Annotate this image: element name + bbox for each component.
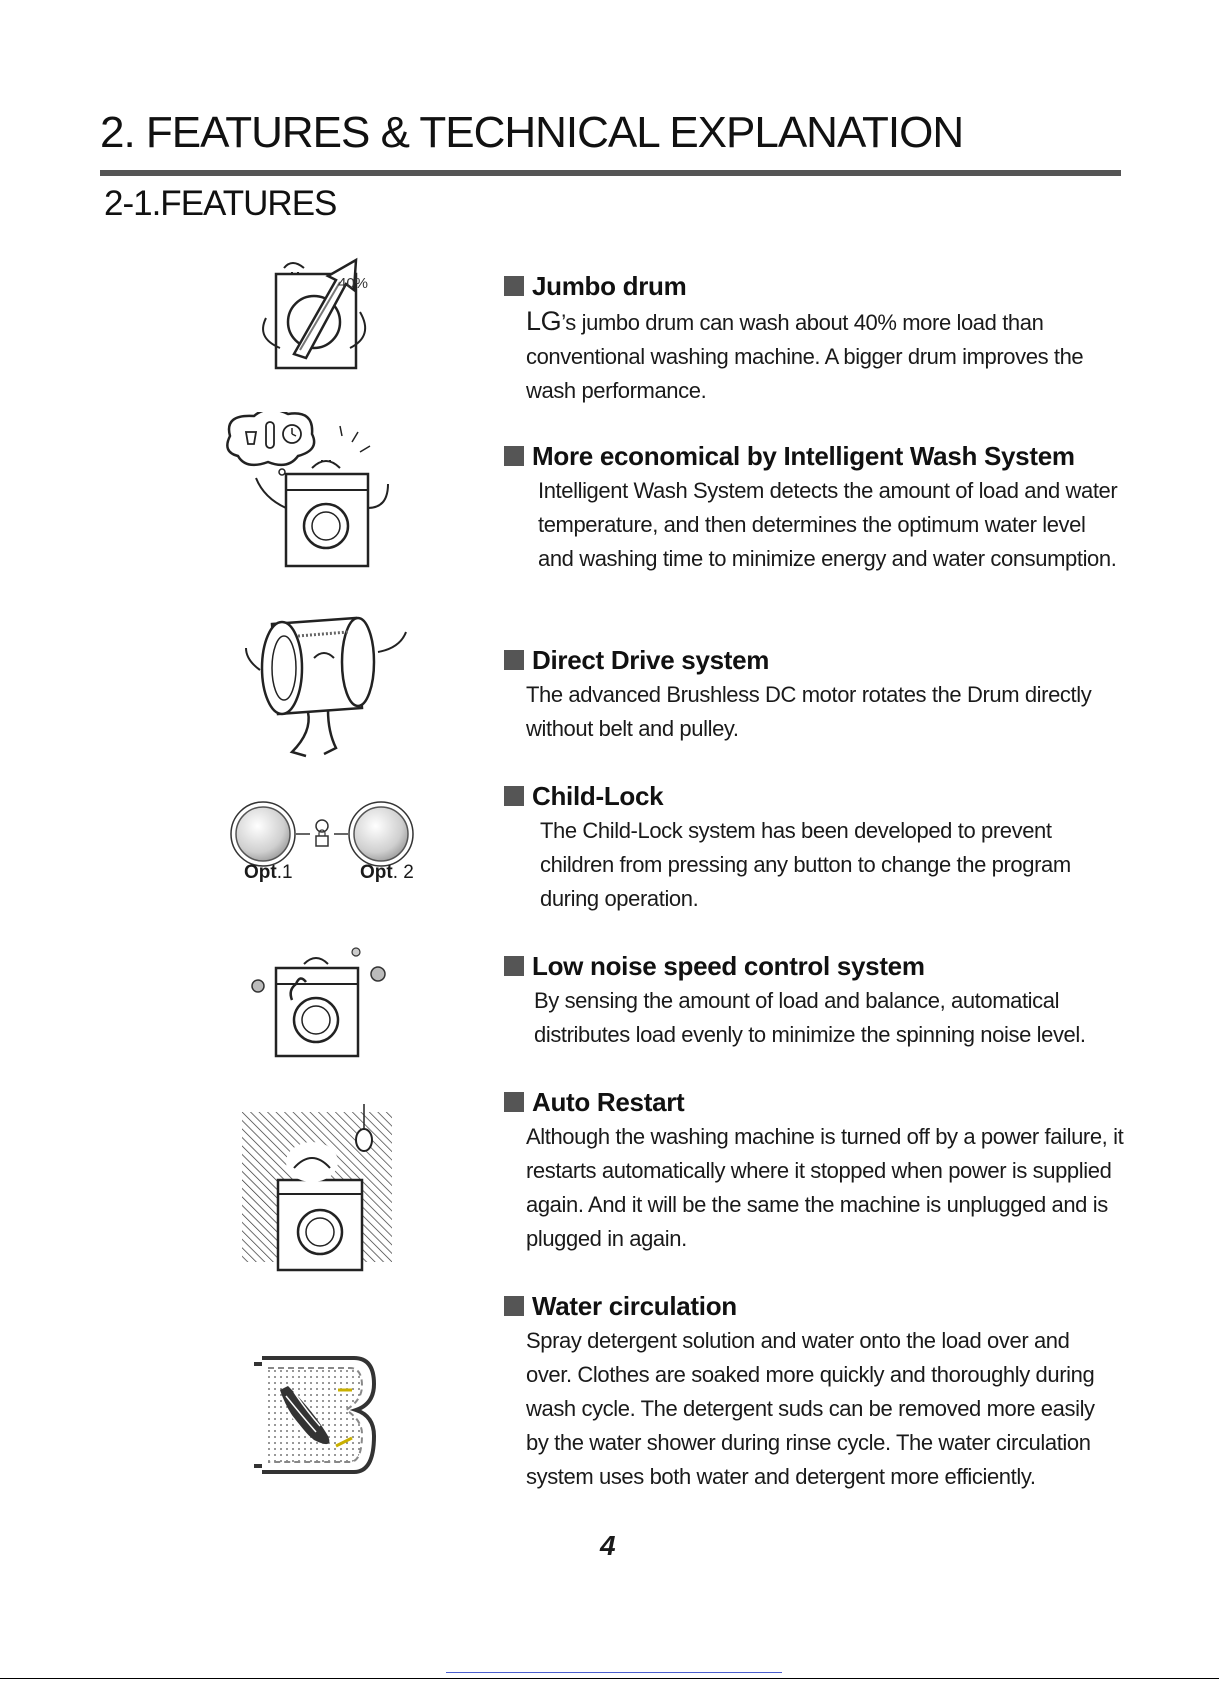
jumbo-drum-machine-icon [258,254,372,372]
svg-text:40%: 40% [338,275,369,292]
opt2-label: Opt. 2 [360,862,414,883]
footer-link-underline [446,1672,782,1673]
bullet-square-icon [504,276,524,296]
feature-direct-drive [504,644,1124,746]
opt1-label: Opt.1 [244,862,293,883]
feature-description: Intelligent Wash System detects the amount of load and water temperature, and then determines the optimum water level and washing time to minimize energy and water consumption. [538,478,1118,571]
feature-water-circulation [504,1290,1124,1494]
feature-intelligent-wash [504,440,1124,576]
feature-description: The Child-Lock system has been developed to prevent children from pressing any button to change the program during operation. [540,818,1071,911]
feature-description: Spray detergent solution and water onto the load over and over. Clothes are soaked more quickly and thoroughly during wash cycle. The detergent suds can be removed more easily by the water shower during rinse cycle. The water circulation system uses both water and detergent more efficiently. [526,1328,1095,1489]
feature-heading: Jumbo drum [504,270,1124,302]
feature-description: By sensing the amount of load and balance, automatical distributes load evenly to minimize the spinning noise level. [534,988,1086,1047]
feature-child-lock [504,780,1124,916]
water-circulation-icon [254,1350,384,1480]
page-title: 2. FEATURES & TECHNICAL EXPLANATION [100,108,964,157]
thinking-washer-icon [222,412,392,568]
feature-heading: Direct Drive system [504,644,1124,676]
bullet-square-icon [504,650,524,670]
feature-heading: Auto Restart [504,1086,1124,1118]
page-number: 4 [600,1530,616,1561]
bullet-square-icon [504,786,524,806]
feature-auto-restart [504,1086,1124,1256]
walking-drum-icon [238,612,420,762]
bullet-square-icon [504,1296,524,1316]
power-restart-washer-icon [242,1104,394,1272]
feature-description: LG’s jumbo drum can wash about 40% more load than conventional washing machine. A bigger drum improves the wash performance. [526,306,1084,403]
bullet-square-icon [504,956,524,976]
feature-low-noise [504,950,1124,1052]
feature-heading: Water circulation [504,1290,1124,1322]
feature-jumbo-drum [504,270,1124,408]
feature-heading: Child-Lock [504,780,1124,812]
feature-heading: More economical by Intelligent Wash System [504,440,1124,472]
title-divider [100,170,1121,176]
footer-rule [0,1678,1219,1679]
section-title: 2-1.FEATURES [104,184,337,223]
bullet-square-icon [504,1092,524,1112]
feature-heading: Low noise speed control system [504,950,1124,982]
feature-description: The advanced Brushless DC motor rotates the Drum directly without belt and pulley. [526,682,1092,741]
bullet-square-icon [504,446,524,466]
feature-description: Although the washing machine is turned off by a power failure, it restarts automatically where it stopped when power is supplied again. And it will be the same the machine is unplugged and is plugged in again. [526,1124,1124,1251]
quiet-washer-icon [248,944,388,1058]
